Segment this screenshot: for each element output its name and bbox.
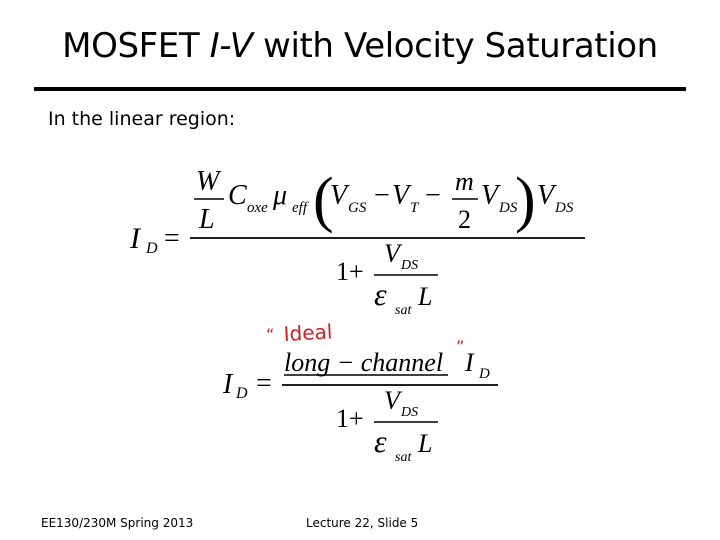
eq1-mu: μ <box>273 180 288 211</box>
eq1-minus2: − <box>425 180 441 211</box>
equation-1 <box>129 166 585 318</box>
footer-course: EE130/230M Spring 2013 <box>41 516 194 530</box>
eq1-m: m <box>455 167 474 196</box>
eq2-den-eps-sub: sat <box>395 450 412 465</box>
eq1-lhs-i: I <box>130 222 140 255</box>
title-prefix: MOSFET <box>62 26 210 66</box>
eq1-lparen: ( <box>313 166 334 234</box>
eq1-vgs-sub: GS <box>348 200 367 216</box>
eq2-numerator: long − channel <box>284 348 444 377</box>
eq1-l: L <box>199 204 215 235</box>
handnote-text: Ideal <box>283 319 333 346</box>
eq2-id-sub: D <box>479 366 490 382</box>
eq1-vds: V <box>481 180 499 211</box>
eq2-lhs-sub: D <box>236 385 248 402</box>
eq2-one-plus: 1+ <box>336 404 364 433</box>
eq1-c-sub: oxe <box>247 200 268 216</box>
eq1-vds2-sub: DS <box>555 200 574 216</box>
eq1-den-v-sub: DS <box>401 258 419 273</box>
eq1-den-l: L <box>418 282 433 311</box>
eq1-rparen: ) <box>515 166 536 234</box>
eq1-mu-sub: eff <box>292 200 307 216</box>
eq2-lhs-i: I <box>223 369 233 400</box>
eq2-den-v-sub: DS <box>401 405 419 420</box>
title-suffix: with Velocity Saturation <box>252 26 658 66</box>
eq1-vt: V <box>392 180 410 211</box>
handnote-open-quote: “ <box>266 325 275 344</box>
eq2-equals: = <box>256 368 272 399</box>
eq1-vds-sub: DS <box>499 200 518 216</box>
eq1-den-eps-sub: sat <box>395 303 412 318</box>
eq1-vt-sub: T <box>410 200 419 216</box>
eq2-den-l: L <box>418 429 433 458</box>
eq1-w: W <box>196 166 220 197</box>
handnote-close-quote: ” <box>456 337 465 356</box>
eq1-den-eps: ε <box>374 276 387 312</box>
footer-slide-number: Lecture 22, Slide 5 <box>306 516 419 530</box>
eq1-den-v: V <box>384 239 400 268</box>
equation-2 <box>222 348 498 465</box>
eq1-vgs: V <box>330 180 348 211</box>
title-italic: I-V <box>209 26 253 66</box>
eq1-minus1: − <box>374 180 390 211</box>
eq2-den-eps: ε <box>374 423 387 459</box>
eq2-id: I <box>465 348 474 377</box>
eq2-den-v: V <box>384 386 400 415</box>
eq1-one-plus: 1+ <box>336 257 364 286</box>
eq1-c: C <box>228 180 247 211</box>
eq1-lhs-sub: D <box>146 240 158 257</box>
eq1-equals: = <box>164 223 180 254</box>
subtitle: In the linear region: <box>48 108 236 130</box>
eq1-vds2: V <box>537 180 555 211</box>
eq1-two: 2 <box>458 205 471 234</box>
